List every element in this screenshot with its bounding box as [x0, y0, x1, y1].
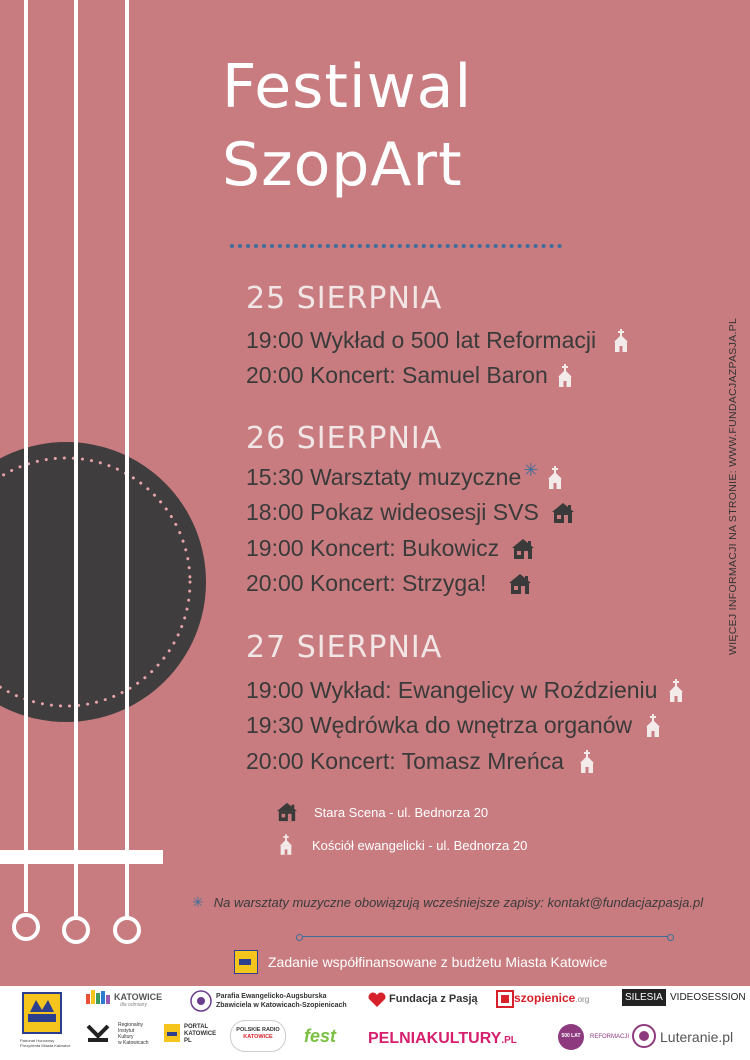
house-icon	[276, 802, 298, 822]
event-text: 19:30 Wędrówka do wnętrza organów	[246, 712, 633, 738]
reformacji-text: REFORMACJI	[590, 1034, 629, 1040]
polskie-radio-logo-text	[236, 1027, 280, 1041]
church-icon	[667, 679, 685, 703]
rik-line-3: Kultury	[118, 1034, 134, 1040]
house-icon	[508, 573, 532, 595]
funding-text: Zadanie współfinansowane z budżetu Miasta Katowice	[268, 954, 608, 970]
portal-line-2: KATOWICE	[184, 1031, 217, 1037]
luteranie-rose-icon	[632, 1024, 656, 1050]
parafia-line-2: Zbawiciela w Katowicach-Szopienicach	[216, 1002, 347, 1009]
portal-katowice-logo-text	[184, 1024, 216, 1045]
event-text: 19:00 Koncert: Bukowicz	[246, 535, 500, 561]
pelnia-domain: .PL	[501, 1035, 517, 1046]
szopienice-wordmark: szopienice	[514, 991, 576, 1005]
legend-text: Kościół ewangelicki - ul. Bednorza 20	[312, 837, 528, 853]
patronat-line-2: Prezydenta Miasta Katowice	[20, 1043, 71, 1048]
house-icon	[551, 502, 575, 524]
festival-title	[222, 48, 582, 204]
katowice-dla-odmiany-logo	[86, 990, 110, 1006]
house-icon	[511, 538, 535, 560]
guitar-bridge	[0, 850, 163, 864]
radio-line-2: KATOWICE	[243, 1034, 273, 1040]
legend-row	[276, 834, 527, 856]
patronat-caption	[20, 1038, 70, 1048]
portal-line-3: PL	[184, 1038, 192, 1044]
event-text: 20:00 Koncert: Tomasz Mreńca	[246, 748, 564, 774]
church-icon	[644, 714, 662, 738]
event-row	[246, 362, 574, 389]
katowice-crest-icon	[234, 950, 258, 974]
church-icon	[546, 466, 564, 490]
legend-row	[276, 802, 488, 822]
asterisk-icon: ✳	[192, 894, 204, 910]
katowice-tagline: dla odmiany	[120, 1002, 147, 1008]
church-icon	[612, 329, 630, 353]
funding-statement	[234, 950, 607, 974]
katowice-coat-of-arms-logo	[22, 992, 62, 1036]
guitar-soundhole	[0, 442, 206, 722]
day-heading: 26 SIERPNIA	[246, 421, 443, 456]
title-divider	[230, 244, 562, 248]
rik-logo-text	[118, 1022, 149, 1046]
event-text: 20:00 Koncert: Strzyga!	[246, 570, 487, 596]
event-text: 15:30 Warsztaty muzyczne	[246, 464, 522, 490]
asterisk-icon: ✳	[523, 460, 539, 480]
parafia-logo-text	[216, 992, 347, 1010]
church-icon	[278, 834, 294, 856]
sponsor-logos	[0, 986, 750, 1060]
event-row	[246, 499, 575, 526]
fest-logo-text: fest	[304, 1026, 337, 1046]
pelnia-wordmark: PELNIAKULTURY	[368, 1030, 502, 1047]
fundacja-logo-text: Fundacja z Pasją	[389, 993, 478, 1005]
parafia-line-1: Parafia Ewangelicko-Augsburska	[216, 993, 327, 1000]
title-line-2: SzopArt	[222, 130, 463, 200]
website-info-vertical: WIĘCEJ INFORMACJI NA STRONIE: WWW.FUNDACJAZPASJA.PL	[727, 317, 739, 655]
church-icon	[556, 364, 574, 388]
silesia-logo-text: SILESIA	[622, 989, 666, 1006]
portal-line-1: PORTAL	[184, 1024, 209, 1030]
day-heading: 25 SIERPNIA	[246, 281, 443, 316]
rik-line-1: Regionalny	[118, 1022, 144, 1028]
day-heading: 27 SIERPNIA	[246, 630, 443, 665]
title-line-1: Festiwal	[222, 52, 473, 122]
szopienice-logo-mark	[496, 990, 514, 1010]
event-text: 19:00 Wykład: Ewangelicy w Roździeniu	[246, 677, 658, 703]
patronat-line-1: Patronat Honorowy	[20, 1038, 55, 1043]
registration-note	[192, 894, 703, 911]
note-divider	[300, 936, 670, 937]
event-row	[246, 535, 535, 562]
500-lat-text: 500 LAT	[561, 1033, 581, 1039]
luteranie-logo-text: Luteranie.pl	[660, 1029, 734, 1045]
szopienice-logo-text	[514, 991, 589, 1005]
event-row	[246, 748, 596, 775]
rik-logo-mark	[86, 1024, 110, 1046]
luther-rose-icon	[190, 990, 212, 1014]
guitar-string-pegs	[14, 915, 139, 942]
event-row	[246, 327, 630, 354]
legend-text: Stara Scena - ul. Bednorza 20	[314, 804, 489, 820]
note-text: Na warsztaty muzyczne obowiązują wcześniejsze zapisy: kontakt@fundacjazpasja.pl	[213, 895, 704, 910]
event-row	[246, 460, 564, 491]
katowice-wordmark: KATOWICE	[114, 992, 163, 1002]
event-text: 19:00 Wykład o 500 lat Reformacji	[246, 327, 597, 353]
event-row	[246, 570, 532, 597]
portal-katowice-logo-mark	[164, 1024, 180, 1044]
szopienice-domain: .org	[575, 995, 590, 1004]
event-row	[246, 712, 662, 739]
event-text: 18:00 Pokaz wideosesji SVS	[246, 499, 539, 525]
rik-line-2: Instytut	[118, 1028, 135, 1034]
pelnia-kultury-logo-text	[368, 1030, 517, 1048]
event-text: 20:00 Koncert: Samuel Baron	[246, 362, 548, 388]
heart-icon	[368, 992, 386, 1010]
church-icon	[578, 750, 596, 774]
rik-line-4: w Katowicach	[118, 1040, 149, 1046]
videosession-logo-text: VIDEOSESSION	[670, 992, 746, 1003]
event-row	[246, 677, 685, 704]
radio-line-1: POLSKIE RADIO	[236, 1027, 280, 1033]
